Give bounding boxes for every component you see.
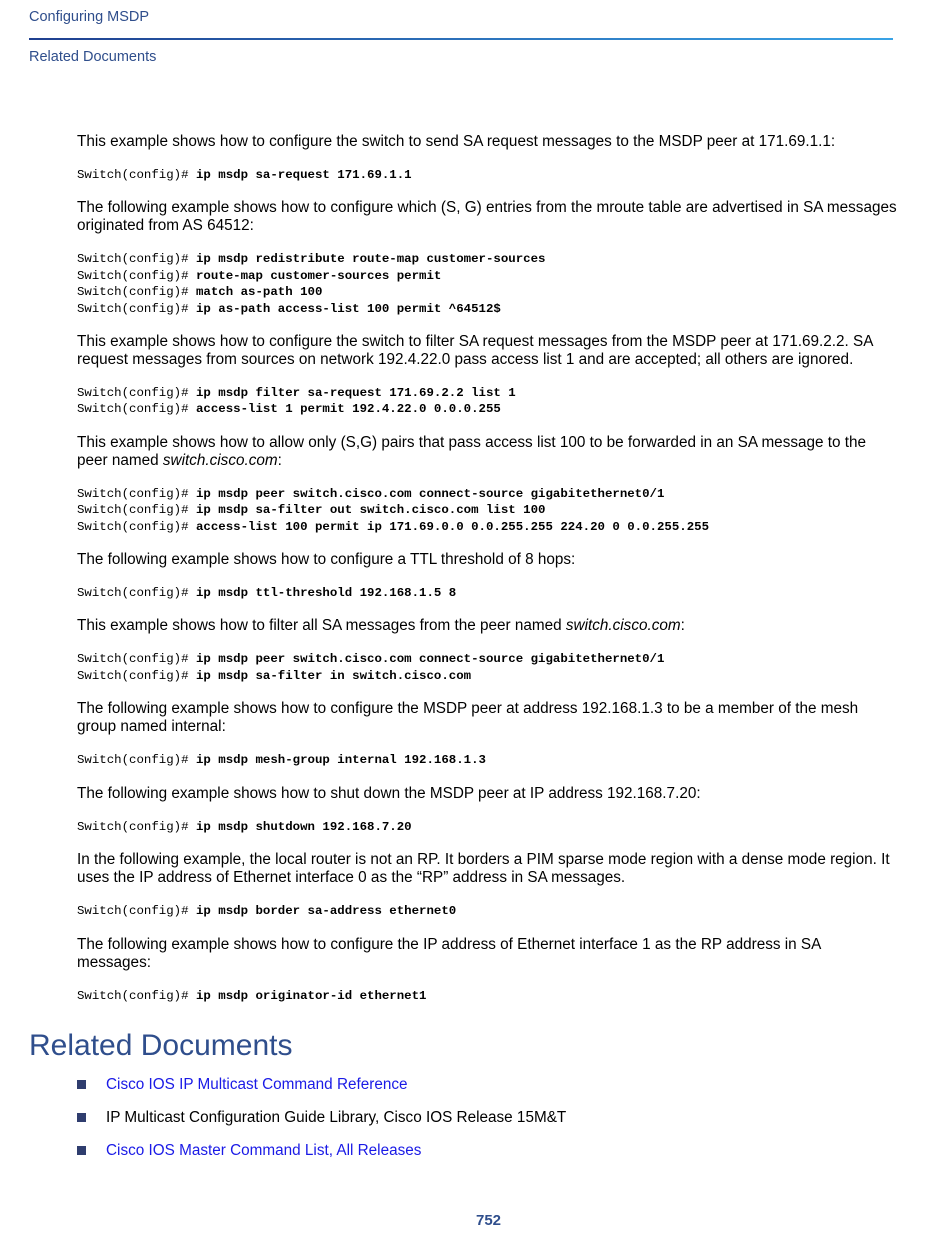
cli-command: ip msdp sa-filter out switch.cisco.com list 100 (195, 503, 546, 518)
cli-line (77, 519, 897, 535)
related-document-link[interactable]: Cisco IOS IP Multicast Command Reference (106, 1076, 408, 1093)
cli-line (77, 651, 897, 667)
section-title-related-documents: Related Documents (29, 1029, 293, 1062)
cli-prompt: Switch(config)# (77, 402, 196, 417)
cli-prompt: Switch(config)# (77, 668, 196, 683)
cli-example (77, 903, 897, 919)
cli-example (77, 752, 897, 768)
cli-example (77, 167, 897, 183)
cli-command: route-map customer-sources permit (195, 268, 442, 283)
cli-command: ip msdp ttl-threshold 192.168.1.5 8 (195, 586, 457, 601)
cli-line (77, 903, 897, 919)
cli-line (77, 385, 897, 401)
cli-example (77, 251, 897, 317)
square-bullet-icon (77, 1113, 86, 1122)
cli-line (77, 167, 897, 183)
paragraph: The following example shows how to configure which (S, G) entries from the mroute table are advertised in SA messages originated from AS 64512: (77, 199, 897, 235)
cli-prompt: Switch(config)# (77, 586, 196, 601)
cli-line (77, 668, 897, 684)
cli-command: ip as-path access-list 100 permit ^64512$ (195, 301, 501, 316)
cli-prompt: Switch(config)# (77, 285, 196, 300)
square-bullet-icon (77, 1080, 86, 1089)
cli-prompt: Switch(config)# (77, 904, 196, 919)
cli-prompt: Switch(config)# (77, 386, 196, 401)
related-document-label: IP Multicast Configuration Guide Library, Cisco IOS Release 15M&T (106, 1109, 567, 1126)
related-document-link[interactable]: Cisco IOS Master Command List, All Releases (106, 1142, 422, 1159)
cli-line (77, 284, 897, 300)
cli-prompt: Switch(config)# (77, 503, 196, 518)
cli-command: ip msdp border sa-address ethernet0 (195, 904, 457, 919)
cli-command: ip msdp mesh-group internal 192.168.1.3 (195, 753, 486, 768)
paragraph: The following example shows how to shut down the MSDP peer at IP address 192.168.7.20: (77, 784, 701, 802)
cli-example (77, 651, 897, 684)
page-number: 752 (475, 1212, 502, 1229)
running-header-chapter: Configuring MSDP (29, 9, 150, 25)
cli-example (77, 585, 897, 601)
cli-prompt: Switch(config)# (77, 652, 196, 667)
cli-example (77, 819, 897, 835)
cli-line (77, 301, 897, 317)
cli-command: ip msdp originator-id ethernet1 (195, 988, 427, 1003)
cli-prompt: Switch(config)# (77, 486, 196, 501)
peer-name: switch.cisco.com (162, 451, 278, 469)
paragraph: The following example shows how to configure the MSDP peer at address 192.168.1.3 to be a member of the mesh group named internal: (77, 700, 859, 736)
paragraph: The following example shows how to configure the IP address of Ethernet interface 1 as the RP address in SA messages: (77, 935, 821, 971)
cli-command: ip msdp redistribute route-map customer-sources (195, 252, 546, 267)
cli-example (77, 385, 897, 418)
cli-prompt: Switch(config)# (77, 268, 196, 283)
cli-line (77, 268, 897, 284)
cli-prompt: Switch(config)# (77, 988, 196, 1003)
cli-command: ip msdp filter sa-request 171.69.2.2 list 1 (195, 386, 516, 401)
running-header-section: Related Documents (29, 49, 157, 65)
cli-line (77, 251, 897, 267)
cli-command: ip msdp peer switch.cisco.com connect-source gigabitethernet0/1 (195, 486, 665, 501)
cli-line (77, 752, 897, 768)
cli-example (77, 486, 897, 535)
cli-prompt: Switch(config)# (77, 301, 196, 316)
paragraph: This example shows how to allow only (S,G) pairs that pass access list 100 to be forwarded in an SA message to the peer named switch.cisco.com: (77, 433, 867, 469)
header-rule (29, 38, 893, 40)
cli-line (77, 502, 897, 518)
cli-command: match as-path 100 (195, 285, 323, 300)
cli-line (77, 988, 897, 1004)
paragraph: In the following example, the local router is not an RP. It borders a PIM sparse mode region with a dense mode region. It uses the IP address of Ethernet interface 0 as the “RP” address in SA messages. (77, 851, 890, 887)
peer-name: switch.cisco.com (565, 617, 681, 635)
cli-prompt: Switch(config)# (77, 519, 196, 534)
cli-prompt: Switch(config)# (77, 168, 196, 182)
cli-command: access-list 100 permit ip 171.69.0.0 0.0.255.255 224.20 0 0.0.255.255 (195, 519, 710, 534)
cli-line (77, 486, 897, 502)
cli-prompt: Switch(config)# (77, 252, 196, 267)
cli-command: ip msdp sa-request 171.69.1.1 (195, 168, 412, 182)
cli-prompt: Switch(config)# (77, 819, 196, 834)
cli-command: ip msdp sa-filter in switch.cisco.com (195, 668, 472, 683)
cli-command: ip msdp peer switch.cisco.com connect-source gigabitethernet0/1 (195, 652, 665, 667)
square-bullet-icon (77, 1146, 86, 1155)
cli-command: access-list 1 permit 192.4.22.0 0.0.0.255 (195, 402, 501, 417)
cli-line (77, 819, 897, 835)
cli-command: ip msdp shutdown 192.168.7.20 (195, 819, 412, 834)
paragraph: This example shows how to configure the switch to send SA request messages to the MSDP peer at 171.69.1.1: (77, 133, 836, 150)
cli-prompt: Switch(config)# (77, 753, 196, 768)
cli-line (77, 585, 897, 601)
paragraph: This example shows how to configure the switch to filter SA request messages from the MSDP peer at 171.69.2.2. SA request messages from sources on network 192.4.22.0 pass access list 1 and are accepted; all others are ignored. (77, 333, 873, 369)
paragraph: The following example shows how to configure a TTL threshold of 8 hops: (77, 551, 576, 569)
cli-line (77, 401, 897, 417)
paragraph: This example shows how to filter all SA messages from the peer named switch.cisco.com: (77, 617, 685, 635)
example-content (77, 133, 897, 1020)
cli-example (77, 988, 897, 1004)
